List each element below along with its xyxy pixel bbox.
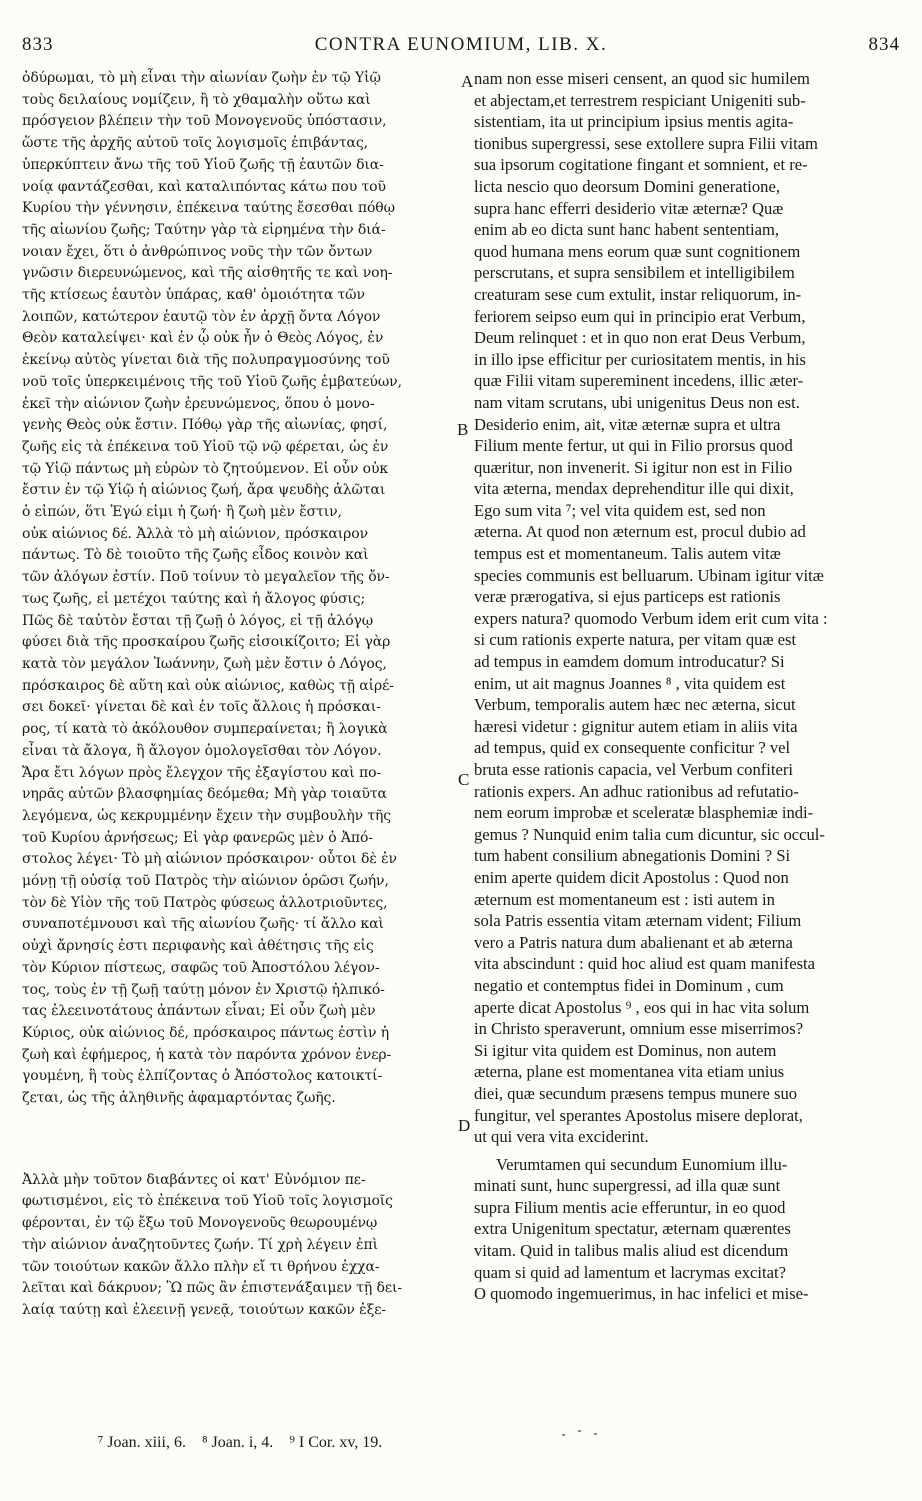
- greek-paragraph-1: ὀδύρωμαι, τὸ μὴ εἶναι τὴν αἰωνίαν ζωὴν ἐν τῷ Υἱῷ τοὺς δειλαίους νομίζειν, ἢ τὸ χθαμαλὴν οὕτω καὶ πρόσγειον βλέπειν τὴν τοῦ Μονογενοῦς ὑπόστασιν, ὥστε τῆς ἀρχῆς αὐτοῦ τοῖς λογισμοῖς ἐπιβάντας, ὑπερκύπτειν ἄνω τῆς τοῦ Υἱοῦ ζωῆς τῇ ἑαυτῶν δια- νοίᾳ φαντάζεσθαι, καὶ καταλιπόντας κάτω που τοῦ Κυρίου τὴν γέννησιν, ἐπέκεινα ταύτης ἔσεσθαι πόθῳ τῆς αἰωνίου ζωῆς; Ταύτην γὰρ τὰ εἰρημένα τὴν διά- νοιαν ἔχει, ὅτι ὁ ἀνθρώπινος νοῦς τὴν τῶν ὄντων γνῶσιν διερευνώμενος, καὶ τῆς αἰσθητῆς τε καὶ νοη- τῆς κτίσεως ἑαυτὸν ὑπάρας, καθ' ὁμοιότητα τῶν λοιπῶν, κατώτερον ἑαυτῷ τὸν ἐν ἀρχῇ ὄντα Λόγον Θεὸν καταλείψει· καὶ ἐν ᾧ οὐκ ἦν ὁ Θεὸς Λόγος, ἐν ἐκείνῳ αὐτὸς γίνεται διὰ τῆς πολυπραγμοσύνης τοῦ νοῦ τοῖς ὑπερκειμένοις τῆς τοῦ Υἱοῦ ζωῆς ἐμβατεύων, ἐκεῖ τὴν αἰώνιον ζωὴν ἐρευνώμενος, ὅπου ὁ μονο- γενὴς Θεὸς οὐκ ἔστιν. Πόθῳ γὰρ τῆς αἰωνίας, φησί, ζωῆς εἰς τὰ ἐπέκεινα τοῦ Υἱοῦ τῷ νῷ φέρεται, ὡς ἐν τῷ Υἱῷ πάντως μὴ εὑρὼν τὸ ζητούμενον. Εἰ οὖν οὐκ ἔστιν ἐν τῷ Υἱῷ ἡ αἰώνιος ζωή, ἄρα ψευδὴς ἁλῶται ὁ εἰπών, ὅτι Ἐγώ εἰμι ἡ ζωή· ἢ ζωὴ μὲν ἔστιν, οὐκ αἰώνιος δέ. Ἀλλὰ τὸ μὴ αἰώνιον, πρόσκαιρον πάντως. Τὸ δὲ τοιοῦτο τῆς ζωῆς εἶδος κοινὸν καὶ τῶν ἀλόγων ἐστίν. Ποῦ τοίνυν τὸ μεγαλεῖον τῆς ὄν- τως ζωῆς, εἰ μετέχοι ταύτης καὶ ἡ ἄλογος φύσις; Πῶς δὲ ταὐτὸν ἔσται τῇ ζωῇ ὁ λόγος, εἰ τῇ ἀλόγῳ φύσει διὰ τῆς προσκαίρου ζωῆς εἰσοικίζοιτο; Εἰ γὰρ κατὰ τὸν μεγάλον Ἰωάννην, ζωὴ μὲν ἔστιν ὁ Λόγος, πρόσκαιρος δὲ αὕτη καὶ οὐκ αἰώνιος, καθὼς τῇ αἱρέ- σει δοκεῖ· γίνεται δὲ καὶ ἐν τοῖς ἄλλοις ἡ πρόσκαι- ρος, τί κατὰ τὸ ἀκόλουθον συμπεραίνεται; ἢ λογικὰ εἶναι τὰ ἄλογα, ἢ ἄλογον ὁμολογεῖσθαι τὸν Λόγον. Ἄρα ἔτι λόγων πρὸς ἔλεγχον τῆς ἐξαγίστου καὶ πο- νηρᾶς αὐτῶν βλασφημίας δεόμεθα; Μὴ γὰρ τοιαῦτα λεγόμενα, ὡς κεκρυμμένην ἔχειν τὴν συμβουλὴν τῆς τοῦ Κυρίου ἀρνήσεως; Εἰ γὰρ φανερῶς μὲν ὁ Ἀπό- στολος λέγει· Τὸ μὴ αἰώνιον πρόσκαιρον· οὗτοι δὲ ἐν μόνῃ τῇ οὐσίᾳ τοῦ Πατρὸς τὴν αἰώνιον ὁρῶσι ζωήν, τὸν δὲ Υἱὸν τῆς τοῦ Πατρὸς φύσεως ἀλλοτριοῦντες, συναποτέμνουσι καὶ τῆς αἰωνίου ζωῆς· τί ἄλλο καὶ οὐχὶ ἄρνησίς ἐστι περιφανὴς καὶ ἀθέτησις τῆς εἰς τὸν Κύριον πίστεως, σαφῶς τοῦ Ἀποστόλου λέγον- τος, τοὺς ἐν τῇ ζωῇ ταύτῃ μόνον ἐν Χριστῷ ἠλπικό- τας ἐλεεινοτάτους ἁπάντων εἶναι; Εἰ οὖν ζωὴ μὲν Κύριος, οὐκ αἰώνιος δέ, πρόσκαιρος πάντως ἐστὶν ἡ ζωὴ καὶ ἐφήμερος, ἡ κατὰ τὸν παρόντα χρόνον ἐνερ- γουμένη, ἣ τοὺς ἐλπίζοντας ὁ Ἀπόστολος κατοικτί- ζεται, ὡς τῆς ἀληθινῆς ἀφαμαρτόντας ζωῆς.: [22, 70, 402, 1107]
- footnote-9: ⁹ I Cor. xv, 19.: [289, 1434, 383, 1451]
- running-title: CONTRA EUNOMIUM, LIB. X.: [314, 34, 608, 55]
- latin-paragraph-2: Verumtamen qui secundum Eunomium illu- minati sunt, hunc supergressi, ad illa quæ sunt supra Filium mentis acie efferuntur, in eo quod extra Unigenitum spectatur, æternam quærentes vitam. Quid in talibus malis aliud est dicendum quam si quid ad lamentum et lacrymas excitat? O quomodo ingemuerimus, in hac infelici et mise-: [474, 1154, 809, 1304]
- latin-column: [474, 68, 900, 1305]
- margin-letter-b: B: [457, 420, 469, 439]
- margin-letter-d: D: [458, 1116, 471, 1135]
- page-number-left: 833: [22, 34, 54, 55]
- latin-paragraph-1: nam non esse miseri censent, an quod sic humilem et abjectam,et terrestrem respiciant Unigeniti sub- sistentiam, ita ut principium ipsius mentis agita- tionibus supergressi, sese extollere supra Filii vitam sua ipsorum cogitatione fingant et somnient, et re- licta nescio quo deorsum Domini generatione, supra hanc efferri desiderio vitæ æternæ? Quæ enim ab eo dicta sunt hanc habent sententiam, quod humana mens eorum quæ sunt cognitionem perscrutans, et supra sensibilem et intelligibilem creaturam sese cum extulit, instar reliquorum, in- feriorem seipso eum qui in principio erat Verbum, Deum relinquet : et in quo non erat Deus Verbum, in illo ipse efficitur per curiositatem mentis, in his quæ Filii vitam supereminent incedens, illic æter- nam vitam scrutans, ubi unigenitus Deus non est. Desiderio enim, ait, vitæ æternæ supra et ultra Filium mente fertur, ut qui in Filio prorsus quod quæritur, non invenerit. Si igitur non est in Filio vita æterna, mendax deprehenditur ille qui dixit, Ego sum vita ⁷; vel vita quidem est, sed non æterna. At quod non æternum est, procul dubio ad tempus est et momentaneum. Talis autem vitæ species communis est belluarum. Ubinam igitur vitæ veræ prærogativa, si ejus particeps est rationis expers natura? quomodo Verbum idem erit cum vita : si cum rationis experte natura, per vitam quæ est ad tempus in eamdem domum introducatur? Si enim, ut ait magnus Joannes ⁸ , vita quidem est Verbum, temporalis autem hæc nec æterna, sicut hæresi videtur : gignitur autem etiam in aliis vita ad tempus, quid ex consequente conficitur ? vel bruta esse rationis capacia, vel Verbum confiteri rationis expers. An adhuc rationibus ad refutatio- nem eorum improbæ et sceleratæ blasphemiæ indi- gemus ? Nunquid enim talia cum dicuntur, sic occul- tum habent consilium abnegationis Domini ? Si enim aperte quidem dicit Apostolus : Quod non æternum est momentaneum est : isti autem in sola Patris essentia vitam æternam vident; Filium vero a Patris natura dum abalienant et ab æterna vita abscindunt : quid hoc aliud est quam manifesta negatio et contemptus fidei in Dominum , cum aperte dicat Apostolus ⁹ , eos qui in hac vita solum in Christo speraverunt, omnium esse miserrimos? Si igitur vita quidem est Dominus, non autem æterna, plane est momentanea vita etiam unius diei, quæ secundum præsens tempus munere suo fungitur, vel sperantes Apostolus misere deplorat, ut qui vera vita exciderint.: [474, 69, 828, 1147]
- greek-paragraph-2: Ἀλλὰ μὴν τοῦτον διαβάντες οἱ κατ' Εὐνόμιον πε- φωτισμένοι, εἰς τὸ ἐπέκεινα τοῦ Υἱοῦ τοῖς λογισμοῖς φέρονται, ἐν τῷ ἔξω τοῦ Μονογενοῦς θεωρουμένῳ τὴν αἰώνιον ἀναζητοῦντες ζωήν. Τί χρὴ λέγειν ἐπὶ τῶν τοιούτων κακῶν ἄλλο πλὴν εἴ τι θρήνου ἐχχα- λεῖται καὶ δάκρυον; Ὢ πῶς ἂν ἐπιστενάξαιμεν τῇ δει- λαίᾳ ταύτῃ καὶ ἐλεεινῇ γενεᾷ, τοιούτων κακῶν ἐξε-: [22, 1171, 403, 1318]
- footnote-8: ⁸ Joan. i, 4.: [201, 1434, 274, 1451]
- footnotes: [22, 1434, 458, 1452]
- footnote-7: ⁷ Joan. xiii, 6.: [97, 1434, 186, 1451]
- greek-column: [22, 68, 458, 1322]
- margin-letter-c: C: [458, 770, 470, 789]
- ink-speck: [594, 1433, 597, 1435]
- ink-speck: [578, 1430, 581, 1432]
- page-number-right: 834: [868, 34, 900, 55]
- ink-speck: [562, 1434, 565, 1436]
- page-header: [22, 34, 900, 64]
- margin-letter-a: A: [461, 72, 474, 91]
